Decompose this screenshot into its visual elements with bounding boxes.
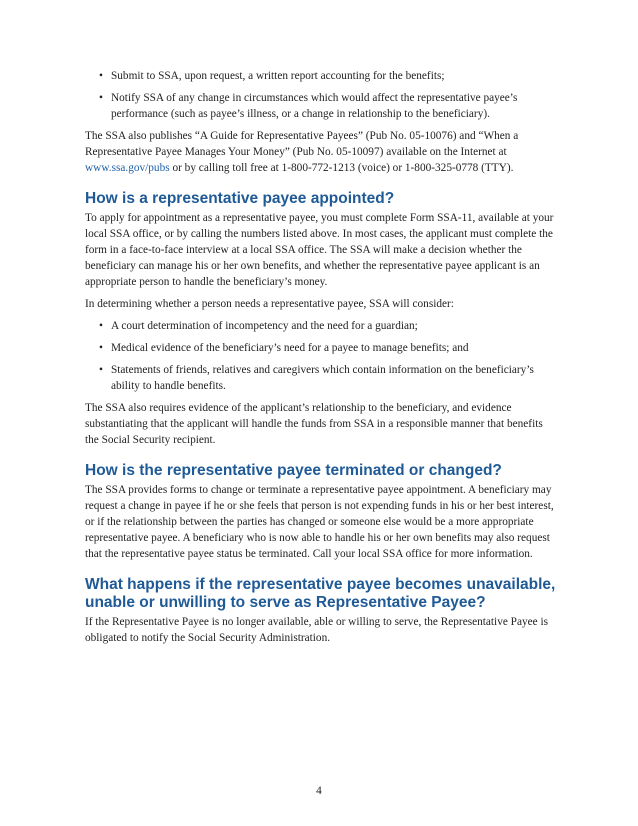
paragraph: To apply for appointment as a representative payee, you must complete Form SSA-11, available at your local SSA office, or by calling the numbers listed above. In most cases, the applicant must complete the form in a face-to-face interview at a local SSA office. The SSA will make a decision whether the beneficiary can manage his or her own benefits, and whether the representative payee applicant is an appropriate person to handle the beneficiary’s money. bbox=[85, 212, 554, 288]
paragraph: The SSA also requires evidence of the applicant’s relationship to the beneficiary, and evidence substantiating that the applicant will handle the funds from SSA in a responsible manner that benefits the Social Security recipient. bbox=[85, 402, 543, 446]
considerations-list bbox=[85, 318, 557, 394]
publications-paragraph bbox=[85, 128, 557, 176]
section-heading-unavailable: What happens if the representative payee becomes unavailable, unable or unwilling to serve as Representative Payee? bbox=[85, 576, 556, 611]
page-content bbox=[85, 68, 557, 652]
paragraph: If the Representative Payee is no longer available, able or willing to serve, the Representative Payee is obligated to notify the Social Security Administration. bbox=[85, 616, 549, 644]
list-item: • A court determination of incompetency and the need for a guardian; bbox=[99, 318, 557, 334]
section-heading-terminated: How is the representative payee terminated or changed? bbox=[85, 462, 502, 479]
ssa-pubs-link[interactable]: www.ssa.gov/pubs bbox=[85, 162, 170, 174]
list-item: • Medical evidence of the beneficiary’s need for a payee to manage benefits; and bbox=[99, 340, 557, 356]
paragraph: The SSA provides forms to change or terminate a representative payee appointment. A beneficiary may request a change in payee if he or she feels that person is not expending funds in his or her best interest, or if the relationship between the parties has changed or someone else would be a more appropriate representative payee. A beneficiary who is now able to handle his or her own benefits may also request that the representative payee status be terminated. Call your local SSA office for more information. bbox=[85, 484, 554, 560]
list-item: • Notify SSA of any change in circumstances which would affect the representative payee’s performance (such as payee’s illness, or a change in relationship to the beneficiary). bbox=[99, 90, 557, 122]
payee-duties-list bbox=[85, 68, 557, 122]
list-item: • Statements of friends, relatives and caregivers which contain information on the beneficiary’s ability to handle benefits. bbox=[99, 362, 557, 394]
list-item: • Submit to SSA, upon request, a written report accounting for the benefits; bbox=[99, 68, 557, 84]
page-number: 4 bbox=[316, 785, 322, 797]
publications-text: The SSA also publishes “A Guide for Representative Payees” (Pub No. 05-10076) and “When a Representative Payee Manages Your Money” (Pub No. 05-10097) available on the Internet at bbox=[85, 130, 519, 158]
publications-text-end: or by calling toll free at 1-800-772-1213 (voice) or 1-800-325-0778 (TTY). bbox=[169, 162, 514, 174]
section-heading-appointed: How is a representative payee appointed? bbox=[85, 190, 395, 207]
paragraph: In determining whether a person needs a representative payee, SSA will consider: bbox=[85, 298, 454, 310]
